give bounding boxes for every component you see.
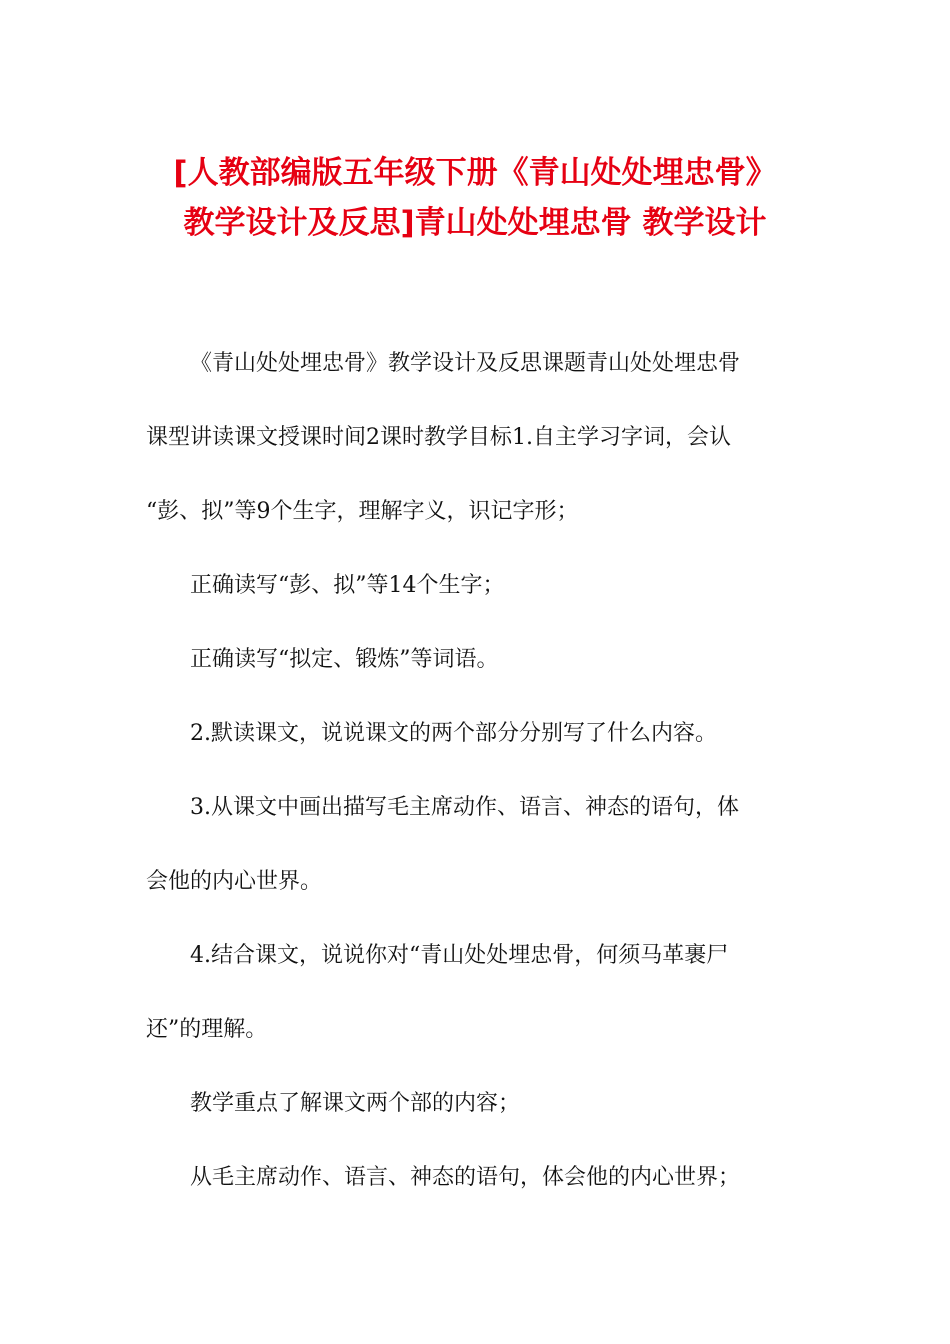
document-body [146, 327, 796, 1215]
paragraph-line: 从毛主席动作、语言、神态的语句，体会他的内心世界； [190, 1165, 741, 1190]
paragraph-1 [146, 327, 796, 549]
paragraph-line: 3.从课文中画出描写毛主席动作、语言、神态的语句，体 [190, 795, 739, 820]
paragraph-8 [146, 1141, 796, 1215]
paragraph-line: 《青山处处埋忠骨》教学设计及反思课题青山处处埋忠骨 [190, 351, 741, 376]
paragraph-line: 教学重点了解课文两个部的内容； [190, 1091, 521, 1116]
paragraph-line: 2.默读课文，说说课文的两个部分分别写了什么内容。 [190, 721, 717, 746]
document-title [100, 148, 850, 248]
paragraph-3 [146, 623, 796, 697]
paragraph-7 [146, 1067, 796, 1141]
paragraph-2 [146, 549, 796, 623]
paragraph-line: 课型讲读课文授课时间2课时教学目标1.自主学习字词，会认 [146, 425, 731, 450]
paragraph-line: 4.结合课文，说说你对“青山处处埋忠骨，何须马革裹尸 [190, 943, 729, 968]
paragraph-6 [146, 919, 796, 1067]
paragraph-4 [146, 697, 796, 771]
paragraph-5 [146, 771, 796, 919]
paragraph-line: 正确读写“彭、拟”等14个生字； [190, 573, 505, 598]
paragraph-line: 会他的内心世界。 [146, 869, 323, 894]
paragraph-line: “彭、拟”等9个生字，理解字义，识记字形； [146, 499, 579, 524]
title-line-1: [人教部编版五年级下册《青山处处埋忠骨》 [173, 155, 777, 191]
title-line-2: 教学设计及反思]青山处处埋忠骨 教学设计 [183, 205, 767, 241]
paragraph-line: 还”的理解。 [146, 1017, 268, 1042]
paragraph-line: 正确读写“拟定、锻炼”等词语。 [190, 647, 499, 672]
